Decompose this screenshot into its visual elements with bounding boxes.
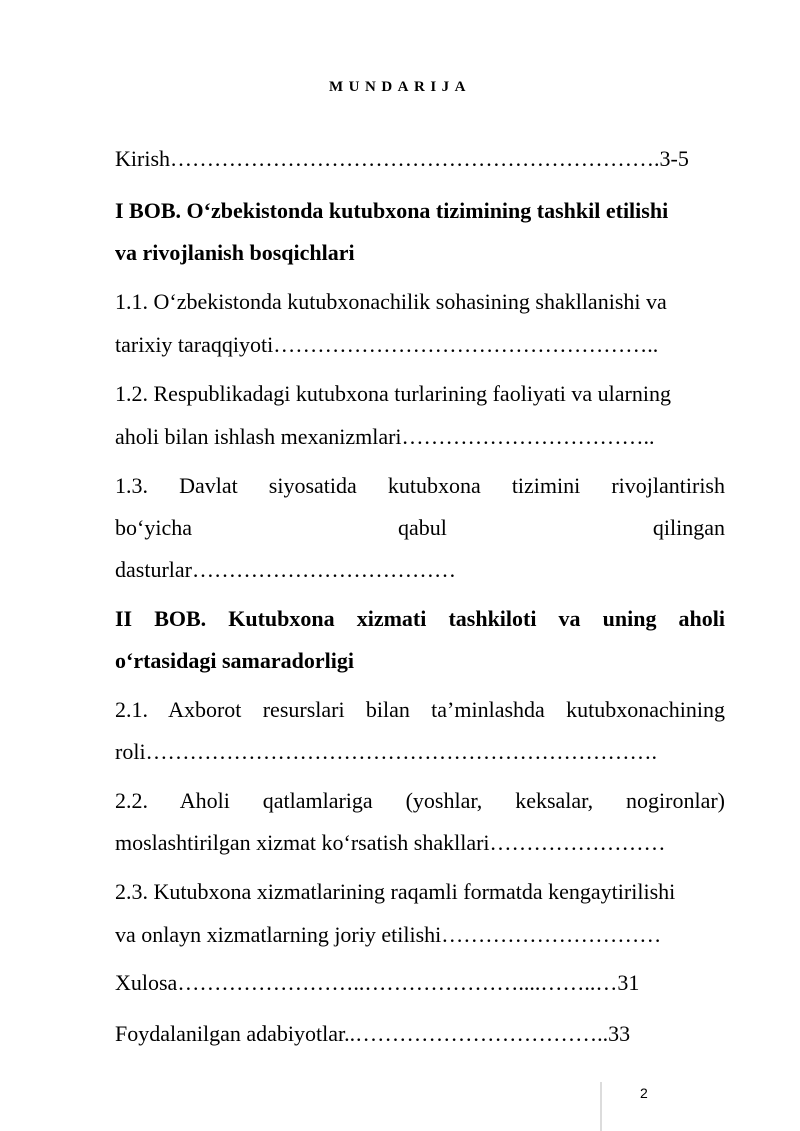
page-number: 2 <box>640 1085 648 1101</box>
toc-entry-1-2[interactable]: 1.2. Respublikadagi kutubxona turlarining faoliyati va ularning <box>115 381 671 406</box>
toc-chapter-2-heading-cont[interactable]: o‘rtasidagi samaradorligi <box>115 648 354 673</box>
page-title: MUNDARIJA <box>329 79 471 95</box>
toc-entry-2-1-cont[interactable]: roli……………………………………………………………. <box>115 739 658 764</box>
page-margin-rule <box>600 1082 602 1131</box>
toc-entry-2-2-cont[interactable]: moslashtirilgan xizmat ko‘rsatish shakllari…………………… <box>115 830 666 855</box>
toc-entry-1-3-cont2[interactable]: dasturlar……………………………… <box>115 557 456 582</box>
toc-entry-2-2[interactable]: 2.2. Aholi qatlamlariga (yoshlar, keksalar, nogironlar) <box>115 788 725 813</box>
toc-entry-adabiyotlar[interactable]: Foydalanilgan adabiyotlar..……………………………..33 <box>115 1021 631 1046</box>
toc-entry-1-1[interactable]: 1.1. O‘zbekistonda kutubxonachilik sohasining shakllanishi va <box>115 289 667 314</box>
toc-entry-xulosa[interactable]: Xulosa……………………..…………………....……..…31 <box>115 970 640 995</box>
toc-entry-2-3[interactable]: 2.3. Kutubxona xizmatlarining raqamli formatda kengaytirilishi <box>115 879 676 904</box>
toc-chapter-2-heading[interactable]: II BOB. Kutubxona xizmati tashkiloti va uning aholi <box>115 606 725 631</box>
toc-entry-kirish[interactable]: Kirish………………………………………………………….3-5 <box>115 146 689 171</box>
toc-entry-2-1[interactable]: 2.1. Axborot resurslari bilan ta’minlashda kutubxonachining <box>115 697 725 722</box>
toc-chapter-1-heading[interactable]: I BOB. O‘zbekistonda kutubxona tizimining tashkil etilishi <box>115 198 669 223</box>
toc-entry-1-3-cont[interactable]: bo‘yicha qabul qilingan <box>115 515 725 540</box>
toc-entry-1-3[interactable]: 1.3. Davlat siyosatida kutubxona tizimini rivojlantirish <box>115 473 725 498</box>
toc-chapter-1-heading-cont[interactable]: va rivojlanish bosqichlari <box>115 240 355 265</box>
toc-entry-2-3-cont[interactable]: va onlayn xizmatlarning joriy etilishi………………………… <box>115 922 662 947</box>
toc-entry-1-1-cont[interactable]: tarixiy taraqqiyoti…………………………………………….. <box>115 332 659 357</box>
toc-entry-1-2-cont[interactable]: aholi bilan ishlash mexanizmlari…………………………….. <box>115 424 655 449</box>
